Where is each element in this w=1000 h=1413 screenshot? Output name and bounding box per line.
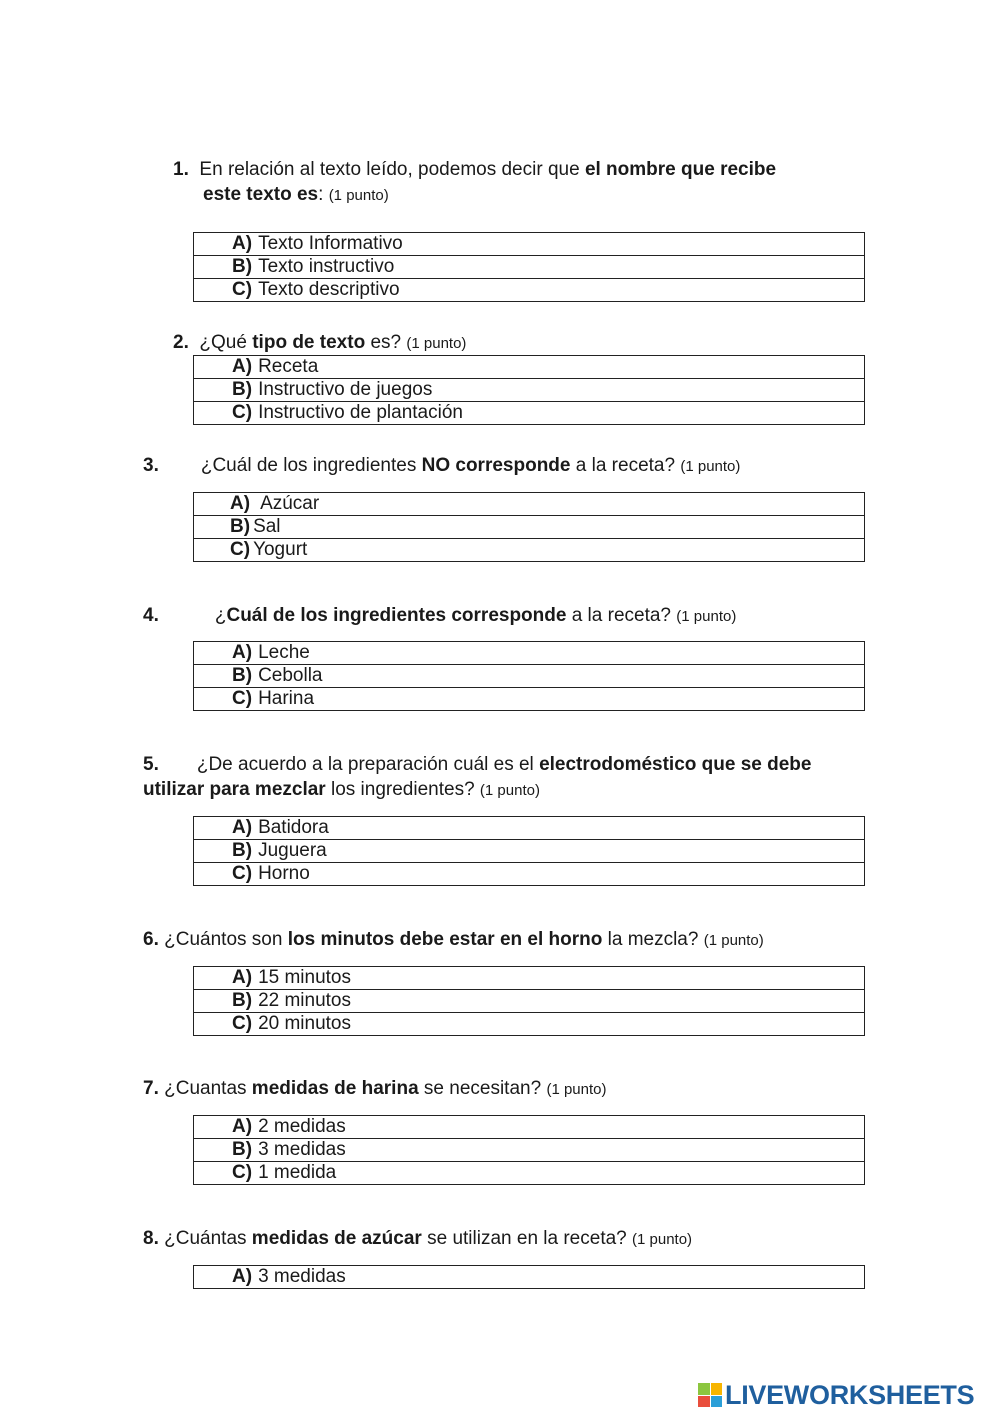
option-row[interactable]	[194, 1013, 865, 1036]
option-letter: A)	[232, 967, 253, 988]
option-row[interactable]	[194, 379, 865, 402]
points-label: (1 punto)	[680, 458, 741, 475]
question-text: a la receta?	[570, 455, 676, 476]
options-table-4	[193, 641, 865, 711]
option-text: Azúcar	[260, 493, 320, 514]
question-number: 1.	[173, 159, 189, 180]
option-row[interactable]	[194, 688, 865, 711]
question-2	[173, 330, 466, 356]
option-text: 3 medidas	[258, 1139, 346, 1160]
question-emphasis: NO corresponde	[421, 455, 571, 476]
question-number: 2.	[173, 332, 189, 353]
option-row[interactable]	[194, 665, 865, 688]
question-text: ¿De acuerdo a la preparación cuál es el	[196, 754, 540, 775]
question-text: ¿Qué	[199, 332, 253, 353]
points-label: (1 punto)	[676, 608, 737, 625]
option-row[interactable]	[194, 1162, 865, 1185]
question-emphasis-line2: este texto es	[203, 184, 319, 205]
question-number: 5.	[143, 754, 159, 775]
question-text: ¿	[214, 605, 227, 626]
option-letter: B)	[230, 516, 251, 537]
question-text: ¿Cuántos son	[164, 929, 288, 950]
question-emphasis: los minutos debe estar en el horno	[287, 929, 603, 950]
option-row[interactable]	[194, 642, 865, 665]
question-emphasis: medidas de harina	[251, 1078, 419, 1099]
option-row[interactable]	[194, 840, 865, 863]
option-row[interactable]	[194, 402, 865, 425]
options-table-5	[193, 816, 865, 886]
option-text: 1 medida	[258, 1162, 337, 1183]
option-row[interactable]	[194, 863, 865, 886]
liveworksheets-logo-icon	[698, 1383, 722, 1407]
option-letter: B)	[232, 379, 253, 400]
option-text: 20 minutos	[258, 1013, 352, 1034]
option-text: Sal	[253, 516, 281, 537]
option-text: 22 minutos	[258, 990, 352, 1011]
question-5	[143, 752, 811, 803]
option-text: Cebolla	[258, 665, 323, 686]
option-text: Batidora	[258, 817, 329, 838]
question-text: los ingredientes?	[325, 779, 475, 800]
option-letter: B)	[232, 1139, 253, 1160]
points-label: (1 punto)	[546, 1081, 607, 1098]
question-emphasis-line2: utilizar para mezclar	[143, 779, 326, 800]
question-text: ¿Cuántas	[164, 1228, 252, 1249]
question-number: 6.	[143, 929, 159, 950]
option-letter: B)	[232, 840, 253, 861]
option-letter: C)	[232, 1013, 253, 1034]
option-row[interactable]	[194, 1139, 865, 1162]
options-table-8	[193, 1265, 865, 1289]
option-row[interactable]	[194, 356, 865, 379]
question-number: 8.	[143, 1228, 159, 1249]
option-letter: C)	[232, 688, 253, 709]
option-row[interactable]	[194, 279, 865, 302]
option-row[interactable]	[194, 256, 865, 279]
question-emphasis: electrodoméstico que se debe	[539, 754, 812, 775]
option-letter: A)	[232, 356, 253, 377]
option-text: Texto instructivo	[258, 256, 395, 277]
question-7	[143, 1076, 607, 1102]
question-number: 7.	[143, 1078, 159, 1099]
option-letter: B)	[232, 665, 253, 686]
option-letter: A)	[232, 817, 253, 838]
option-letter: A)	[232, 233, 253, 254]
option-text: Receta	[258, 356, 319, 377]
option-letter: A)	[230, 493, 251, 514]
option-letter: C)	[232, 402, 253, 423]
option-text: 2 medidas	[258, 1116, 346, 1137]
question-6	[143, 927, 764, 953]
question-text: :	[318, 184, 324, 205]
options-table-1	[193, 232, 865, 302]
question-text: se necesitan?	[418, 1078, 542, 1099]
question-text: En relación al texto leído, podemos decir que	[199, 159, 585, 180]
option-text: Horno	[258, 863, 310, 884]
question-text: es?	[365, 332, 402, 353]
option-letter: B)	[232, 990, 253, 1011]
options-table-2	[193, 355, 865, 425]
option-letter: C)	[230, 539, 251, 560]
option-text: 15 minutos	[258, 967, 352, 988]
option-row[interactable]	[194, 990, 865, 1013]
question-8	[143, 1226, 692, 1252]
options-table-6	[193, 966, 865, 1036]
option-text: Instructivo de plantación	[258, 402, 463, 423]
question-text: a la receta?	[566, 605, 672, 626]
question-1	[173, 157, 776, 208]
option-letter: A)	[232, 1266, 253, 1287]
question-emphasis: Cuál de los ingredientes corresponde	[226, 605, 567, 626]
option-letter: C)	[232, 1162, 253, 1183]
option-row[interactable]	[194, 967, 865, 990]
points-label: (1 punto)	[328, 187, 389, 204]
question-number: 3.	[143, 455, 159, 476]
option-letter: A)	[232, 1116, 253, 1137]
question-emphasis: tipo de texto	[252, 332, 366, 353]
question-text: la mezcla?	[602, 929, 699, 950]
question-emphasis: medidas de azúcar	[251, 1228, 422, 1249]
option-text: 3 medidas	[258, 1266, 346, 1287]
question-text: ¿Cuál de los ingredientes	[200, 455, 422, 476]
option-text: Texto Informativo	[258, 233, 403, 254]
option-letter: A)	[232, 642, 253, 663]
points-label: (1 punto)	[406, 335, 467, 352]
option-letter: C)	[232, 279, 253, 300]
question-3	[143, 453, 740, 479]
option-row[interactable]	[194, 516, 865, 539]
question-text: ¿Cuantas	[164, 1078, 252, 1099]
options-table-7	[193, 1115, 865, 1185]
question-text: se utilizan en la receta?	[421, 1228, 627, 1249]
option-letter: C)	[232, 863, 253, 884]
option-letter: B)	[232, 256, 253, 277]
watermark-text: LIVEWORKSHEETS	[725, 1379, 975, 1410]
option-row[interactable]	[194, 233, 865, 256]
liveworksheets-watermark	[698, 1380, 974, 1410]
option-text: Texto descriptivo	[258, 279, 400, 300]
options-table-3	[193, 492, 865, 562]
option-row[interactable]	[194, 1266, 865, 1289]
option-text: Juguera	[258, 840, 327, 861]
question-4	[143, 603, 736, 629]
option-row[interactable]	[194, 539, 865, 562]
option-text: Yogurt	[253, 539, 308, 560]
question-number: 4.	[143, 605, 159, 626]
option-text: Leche	[258, 642, 310, 663]
option-text: Harina	[258, 688, 315, 709]
option-row[interactable]	[194, 817, 865, 840]
points-label: (1 punto)	[632, 1231, 693, 1248]
option-row[interactable]	[194, 1116, 865, 1139]
option-text: Instructivo de juegos	[258, 379, 433, 400]
points-label: (1 punto)	[703, 932, 764, 949]
question-emphasis: el nombre que recibe	[584, 159, 777, 180]
points-label: (1 punto)	[479, 782, 540, 799]
option-row[interactable]	[194, 493, 865, 516]
